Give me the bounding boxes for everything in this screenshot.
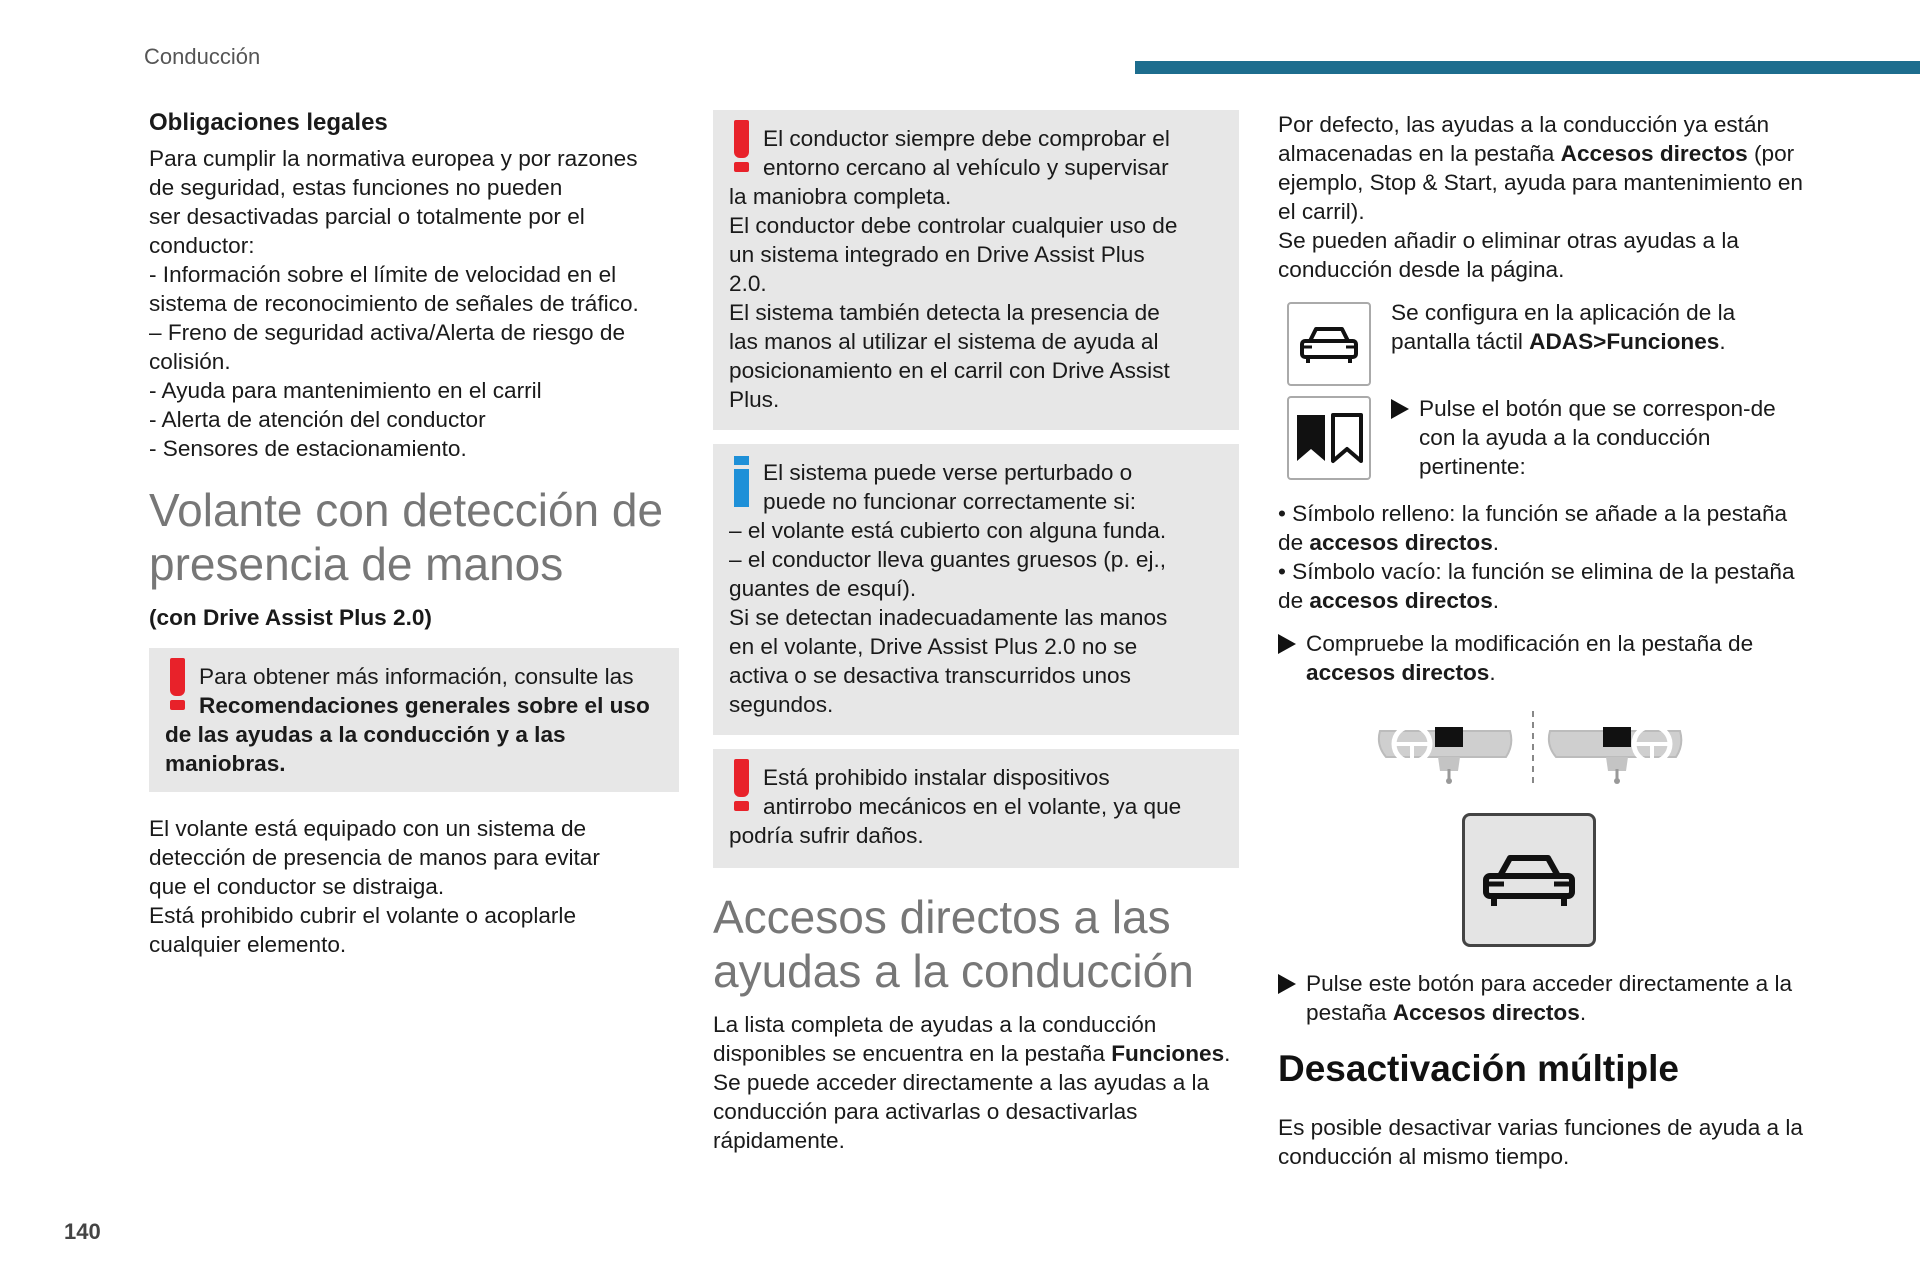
press-shortcut-instruction: Pulse este botón para acceder directamente a la pestaña Accesos directos. [1278, 969, 1810, 1027]
info-line: en el volante, Drive Assist Plus 2.0 no se [729, 634, 1138, 659]
legal-line: – Freno de seguridad activa/Alerta de riesgo de [149, 320, 626, 345]
warning-line: Plus. [729, 387, 780, 412]
header-section-title: Conducción [144, 44, 261, 69]
info-icon [729, 456, 753, 512]
intro-paragraph: Por defecto, las ayudas a la conducción ya están almacenadas en la pestaña Accesos directos (por ejemplo, Stop & Start, ayuda para mantenimiento en el carril). [1278, 112, 1803, 224]
legal-line: de seguridad, estas funciones no pueden [149, 175, 563, 200]
filled-symbol-text: • Símbolo relleno: la función se añade a la pestaña de accesos directos. [1278, 501, 1788, 555]
warning-line: antirrobo mecánicos en el volante, ya que [763, 794, 1182, 819]
warning-box-antitheft [713, 749, 1239, 868]
steering-mirror-illustration [1278, 707, 1810, 807]
warning-line: Está prohibido instalar dispositivos [763, 765, 1110, 790]
legal-text [149, 144, 679, 463]
steering-title: Volante con detección de presencia de manos [149, 484, 664, 590]
press-instruction: Pulse el botón que se correspon-de con la ayuda a la conducción pertinente: [1419, 396, 1776, 479]
legal-title: Obligaciones legales [149, 109, 388, 136]
car-icon-button [1287, 302, 1371, 386]
legal-line: ser desactivadas parcial o totalmente por el [149, 204, 585, 229]
arrow-bullet-icon [1278, 634, 1296, 654]
shortcuts-car-button[interactable] [1462, 813, 1596, 947]
legal-line: conductor: [149, 233, 255, 258]
bookmark-icon-button [1287, 396, 1371, 480]
warning-icon [729, 120, 753, 176]
warning-line: 2.0. [729, 271, 767, 296]
warning-line: El sistema también detecta la presencia de [729, 300, 1160, 325]
info-line: – el conductor lleva guantes gruesos (p. ej., [729, 547, 1167, 572]
body-line: cualquier elemento. [149, 932, 347, 957]
legal-line: - Ayuda para mantenimiento en el carril [149, 378, 542, 403]
info-line: Si se detectan inadecuadamente las manos [729, 605, 1168, 630]
warning-line: podría sufrir daños. [729, 823, 924, 848]
bookmark-row [1278, 396, 1810, 481]
legal-line: Para cumplir la normativa europea y por razones [149, 146, 638, 171]
info-line: guantes de esquí). [729, 576, 917, 601]
deactivation-text: Es posible desactivar varias funciones de ayuda a la conducción al mismo tiempo. [1278, 1115, 1803, 1169]
arrow-bullet-icon [1391, 399, 1409, 419]
steering-body [149, 814, 679, 959]
shortcuts-paragraph-2: Se puede acceder directamente a las ayudas a la conducción para activarlas o desactivarlas rápidamente. [713, 1070, 1210, 1153]
arrow-bullet-icon [1278, 974, 1296, 994]
config-row [1278, 302, 1810, 386]
info-line: – el volante está cubierto con alguna funda. [729, 518, 1167, 543]
warning-box-recommendations [149, 648, 679, 792]
warning-text: Para obtener más información, consulte las [199, 664, 634, 689]
legal-line: colisión. [149, 349, 231, 374]
column-3 [1278, 110, 1810, 1171]
steering-subtitle: (con Drive Assist Plus 2.0) [149, 605, 432, 630]
info-line: activa o se desactiva transcurridos unos [729, 663, 1131, 688]
body-line: Está prohibido cubrir el volante o acoplarle [149, 903, 577, 928]
shortcuts-paragraph-1: La lista completa de ayudas a la conducción disponibles se encuentra en la pestaña Funciones. [713, 1012, 1231, 1066]
warning-box-driver [713, 110, 1239, 430]
legal-line: - Alerta de atención del conductor [149, 407, 486, 432]
warning-line: El conductor siempre debe comprobar el [763, 126, 1170, 151]
warning-text-bold: Recomendaciones generales sobre el uso de las ayudas a la conducción y a las maniobras. [165, 693, 650, 776]
warning-line: posicionamiento en el carril con Drive Assist [729, 358, 1170, 383]
column-1 [149, 108, 679, 959]
config-text: Se configura en la aplicación de la pantalla táctil ADAS>Funciones. [1391, 300, 1736, 354]
intro-paragraph-2: Se pueden añadir o eliminar otras ayudas a la conducción desde la página. [1278, 228, 1739, 282]
legal-line: - Información sobre el límite de velocidad en el [149, 262, 617, 287]
shortcuts-title: Accesos directos a las ayudas a la conducción [713, 891, 1194, 997]
info-line: puede no funcionar correctamente si: [763, 489, 1137, 514]
column-2 [713, 110, 1239, 1155]
empty-symbol-text: • Símbolo vacío: la función se elimina de la pestaña de accesos directos. [1278, 559, 1795, 613]
rearview-mirror-icon [1278, 707, 1810, 807]
car-icon [1480, 850, 1578, 910]
check-instruction: Compruebe la modificación en la pestaña de accesos directos. [1278, 629, 1810, 687]
warning-icon [165, 658, 189, 714]
bookmark-icon [1293, 411, 1365, 465]
info-line: El sistema puede verse perturbado o [763, 460, 1133, 485]
page-number: 140 [64, 1219, 101, 1244]
body-line: El volante está equipado con un sistema de [149, 816, 587, 841]
warning-line: El conductor debe controlar cualquier uso de [729, 213, 1178, 238]
warning-line: la maniobra completa. [729, 184, 952, 209]
info-box-disturbance [713, 444, 1239, 735]
deactivation-title: Desactivación múltiple [1278, 1048, 1679, 1089]
warning-line: las manos al utilizar el sistema de ayuda al [729, 329, 1159, 354]
info-line: segundos. [729, 692, 834, 717]
legal-line: sistema de reconocimiento de señales de tráfico. [149, 291, 639, 316]
warning-icon [729, 759, 753, 815]
body-line: detección de presencia de manos para evitar [149, 845, 600, 870]
warning-line: entorno cercano al vehículo y supervisar [763, 155, 1169, 180]
warning-line: un sistema integrado en Drive Assist Plus [729, 242, 1145, 267]
body-line: que el conductor se distraiga. [149, 874, 445, 899]
header-accent-bar [1135, 61, 1920, 74]
car-icon [1298, 321, 1360, 367]
legal-line: - Sensores de estacionamiento. [149, 436, 467, 461]
